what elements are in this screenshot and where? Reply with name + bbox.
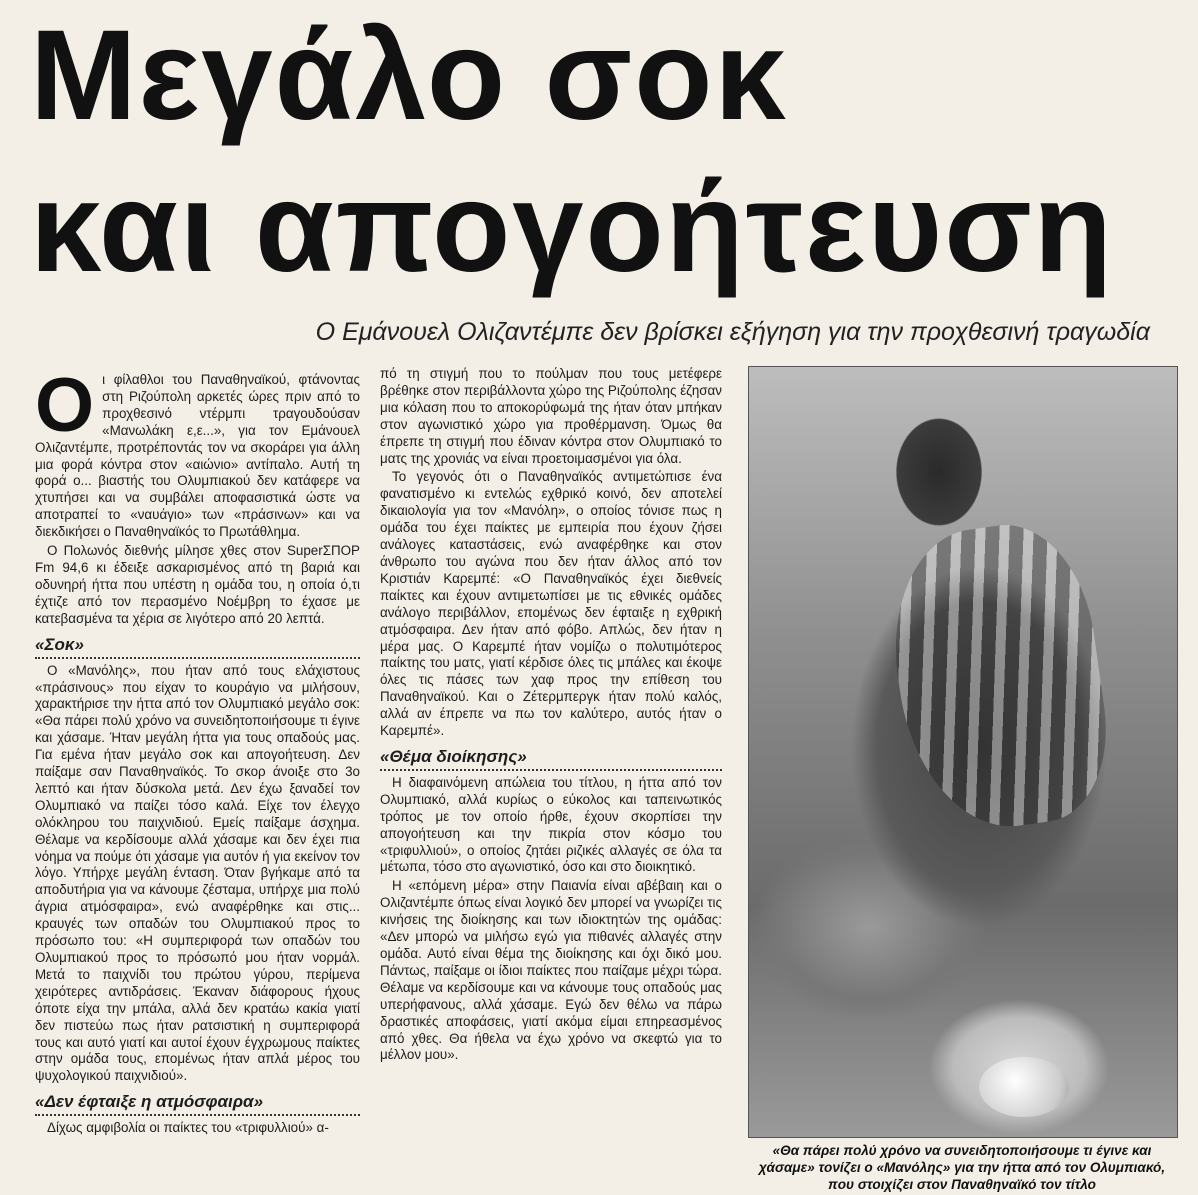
headline-line-1: Μεγάλο σοκ [30,4,788,147]
article-paragraph: Ο «Μανόλης», που ήταν από τους ελάχιστους «πράσινους» που είχαν το κουράγιο να μιλήσουν, χαρακτήρισε την ήττα από τον Ολυμπιακό μεγάλο σοκ: «Θα πάρει πολύ χρόνο να συνειδητοποιήσουμε τι έγινε και χάσαμε. Ήταν μεγάλη ήττα για τους οπαδούς μας. Για εμένα ήταν μεγάλο σοκ και απογοήτευση. Δεν παίξαμε σαν Παναθηναϊκός. Το σκορ άνοιξε στο 3ο λεπτό και ήταν δύσκολα μετά. Δεν έχω ξαναδεί τον Ολυμπιακό να παίζει τόσο καλά. Είχε τον έλεγχο ολόκληρου του παιχνιδιού. Εμείς παίξαμε άσχημα. Θέλαμε να κερδίσουμε αλλά χάσαμε και δεν έχει πια νόημα να πούμε ότι χάσαμε για αυτόν ή για εκείνον τον λόγο. Υπήρχε μεγάλη ένταση. Όταν βγήκαμε από τα αποδυτήρια για να κάνουμε ζέσταμα, υπήρχε μια πολύ άγρια ατμόσφαιρα», ενώ αναφέρθηκε και στις... κραυγές των οπαδών του Ολυμπιακού προς το πρόσωπο του: «Η συμπεριφορά των οπαδών του Ολυμπιακού προς το πρόσωπό μου ήταν νορμάλ. Μετά το παιχνίδι του πρώτου γύρου, περίμενα χειρότερες αντιδράσεις. Έκαναν διάφορους ήχους όποτε είχα την μπάλα, αλλά δεν κρατάω κακία γιατί δεν πιστεύω πως ήταν ρατσιστική η συμπεριφορά τους και αυτό γιατί και αυτοί έχουν έγχρωμους παίκτες στην ομάδα τους, επομένως ήταν απλά μέρος του ψυχολογικού παιχνιδιού». [35,662,360,1084]
section-subhead: «Δεν έφταιξε η ατμόσφαιρα» [35,1091,360,1116]
article-paragraph [35,363,360,541]
photo-caption: «Θα πάρει πολύ χρόνο να συνειδητοποιήσουμε τι έγινε και χάσαμε» τονίζει ο «Μανόλης» για την ήττα από τον Ολυμπιακό, που στοιχίζει στον Παναθηναϊκό τον τίτλο [758,1143,1166,1192]
article-paragraph: Το γεγονός ότι ο Παναθηναϊκός αντιμετώπισε ένα φανατισμένο κι εντελώς εχθρικό κοινό, δεν αποτελεί δικαιολογία για τον «Μανόλη», ο οποίος τόνισε πως η ομάδα του έχει παίκτες με εμπειρία που έχουν ζήσει ανάλογες καταστάσεις, ενώ αναφέρθηκε και στον άνθρωπο του αγώνα που δεν ήταν άλλος από τον Κριστιάν Καρεμπέ: «Ο Παναθηναϊκός έχει διεθνείς παίκτες και έχουν αντιμετωπίσει με τις εθνικές ομάδες ανάλογο περιβάλλον, επομένως δεν έφταιξε η εχθρική ατμόσφαιρα. Δεν ήταν από φόβο. Απλώς, δεν ήταν η μέρα μας. Ο Καρεμπέ ήταν νομίζω ο πολυτιμότερος παίκτης του ματς, γιατί κέρδισε όλες τις μπάλες και έκοψε όλες τις πάσες των χαφ προς την επίθεση του Παναθηναϊκού. Και ο Ζέτερμπεργκ ήταν πολύ καλός, αλλά αν έπρεπε να πω τον καλύτερο, αυτός ήταν ο Καρεμπέ». [380,469,722,739]
subtitle: Ο Εμάνουελ Ολιζαντέμπε δεν βρίσκει εξήγηση για την προχθεσινή τραγωδία [315,318,1150,346]
drop-cap: Ο [35,363,95,448]
headline [30,0,1180,304]
article-paragraph: Η διαφαινόμενη απώλεια του τίτλου, η ήττα από τον Ολυμπιακό, αλλά κυρίως ο εύκολος και ταπεινωτικός τρόπος με τον οποίο ήρθε, έχουν σκορπίσει την απογοήτευση και την πικρία στον κόσμο του «τριφυλλιού», ο οποίος ζητάει ριζικές αλλαγές σε όλα τα μέτωπα, τόσο στο αγωνιστικό, όσο και στο διοικητικό. [380,774,722,875]
article-paragraph: Η «επόμενη μέρα» στην Παιανία είναι αβέβαιη και ο Ολιζαντέμπε όπως είναι λογικό δεν μπορεί να γνωρίζει τις κινήσεις της διοίκησης και των ιδιοκτητών της ομάδας: «Δεν μπορώ να μιλήσω εγώ για πιθανές αλλαγές στην ομάδα. Αυτό είναι θέμα της διοίκησης και όχι δικό μου. Πάντως, παίξαμε οι ίδιοι παίκτες που παίζαμε μέχρι τώρα. Θέλαμε να κερδίσουμε και να κάνουμε τους οπαδούς μας υπερήφανους, αλλά χάσαμε. Εγώ δεν θέλω να πάρω δραστικές αποφάσεις, γιατί ακόμα είμαι επηρεασμένος από χθες. Θα ήθελα να έχω χρόνο να σκεφτώ για το μέλλον μου». [380,878,722,1063]
article-paragraph: Δίχως αμφιβολία οι παίκτες του «τριφυλλιού» α- [47,1120,329,1136]
football-shape [979,1057,1069,1117]
headline-line-2: και απογοήτευση [30,156,1114,299]
article-column-2 [380,366,722,1066]
article-paragraph: πό τη στιγμή που το πούλμαν που τους μετέφερε βρέθηκε στον περιβάλλοντα χώρο της Ριζούπολης έζησαν μια κόλαση που το αποκορύφωμά της ήταν όταν μπήκαν στον αγωνιστικό χώρο για προθέρμανση. Όμως θα έπρεπε τη στιγμή που έδιναν κόντρα στον Ολυμπιακό το ματς της χρονιάς να είναι προετοιμασμένοι για όλα. [380,366,722,466]
article-paragraph-text: ι φίλαθλοι του Παναθηναϊκού, φτάνοντας στη Ριζούπολη αρκετές ώρες πριν από το προχθεσινό ντέρμπι τραγουδούσαν «Μανωλάκη ε,ε...», για τον Εμάνουελ Ολιζαντέμπε, προτρέποντάς τον να σκοράρει για άλλη μια φορά κόντρα στον «αιώνιο» αντίπαλο. Αυτή τη φορά ο... βιαστής του Ολυμπιακού δεν κατάφερε να χτυπήσει και να συμβάλει αποφασιστικά ώστε να αποτραπεί το «ναυάγιο» των «πράσινων» και να διεκδικήσει ο Παναθηναϊκός το Πρωτάθλημα. [35,372,360,540]
article-column-1 [35,363,360,1139]
striped-jersey-shape [879,515,1119,840]
article-paragraph: Ο Πολωνός διεθνής μίλησε χθες στον SuperΣΠΟΡ Fm 94,6 κι έδειξε ασκαρισμένος από τη βαριά και οδυνηρή ήττα που υπέστη η ομάδα του, η οποία ό,τι έχτιζε από τον περασμένο Νοέμβρη το έχασε με κατεβασμένα τα χέρια σε λιγότερο από 20 λεπτά. [35,543,360,626]
section-subhead: «Σοκ» [35,634,360,659]
section-subhead: «Θέμα διοίκησης» [380,746,722,771]
football-match-photo [748,366,1178,1138]
